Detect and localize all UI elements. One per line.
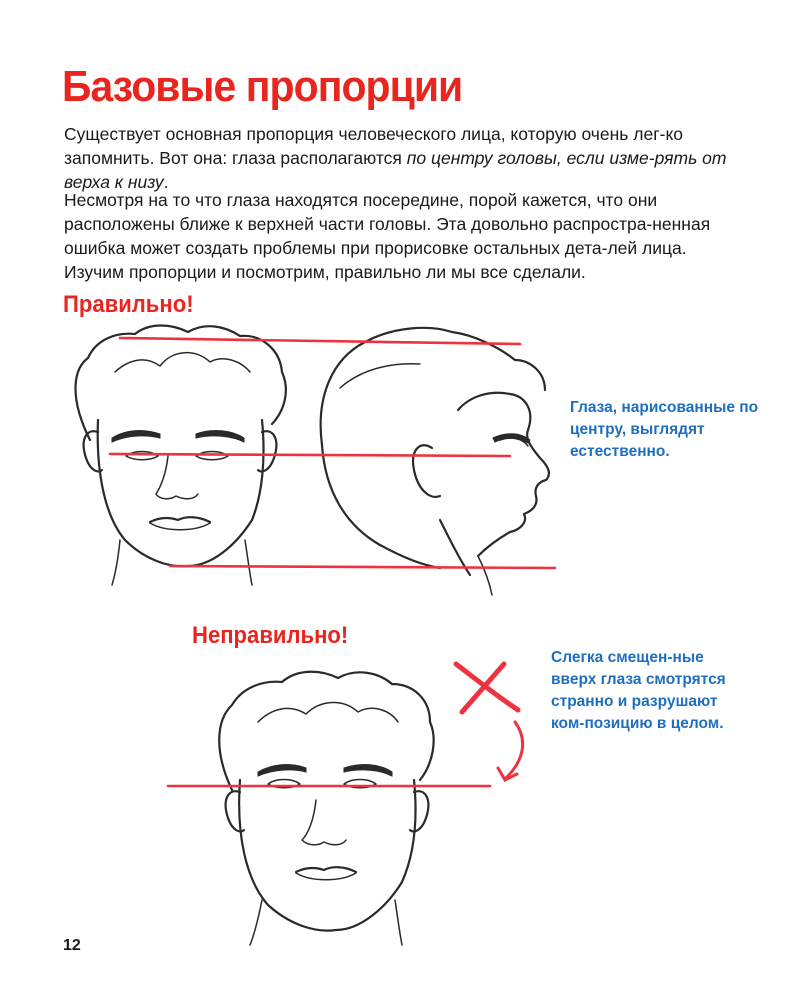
curved-arrow-icon	[498, 722, 523, 780]
intro-emphasis: по центру головы, если изме-рять от верха к низу	[64, 148, 727, 192]
intro-end: .	[163, 172, 169, 192]
front-face-wrong	[219, 672, 433, 945]
profile-head-correct	[321, 328, 549, 595]
page-number: 12	[63, 937, 81, 954]
cross-mark-icon	[456, 664, 518, 712]
correct-note: Глаза, нарисованные по центру, выглядят естественно.	[570, 399, 759, 460]
correct-label: Правильно!	[63, 291, 194, 318]
page-title: Базовые пропорции	[62, 62, 463, 111]
intro-text: Существует основная пропорция человеческого лица, которую очень лег-ко запомнить. Вот она: глаза располагаются	[64, 124, 684, 168]
wrong-note: Слегка смещен-ные вверх глаза смотрятся странно и разрушают ком-позицию в целом.	[551, 649, 726, 732]
wrong-label: Неправильно!	[192, 622, 349, 649]
body-paragraph: Несмотря на то что глаза находятся посередине, порой кажется, что они расположены ближе к верхней части головы. Эта довольно распростра-ненная ошибка может создать проблемы при прорисовке остальных дета-лей лица. Изучим пропорции и посмотрим, правильно ли мы все сделали.	[64, 190, 711, 282]
